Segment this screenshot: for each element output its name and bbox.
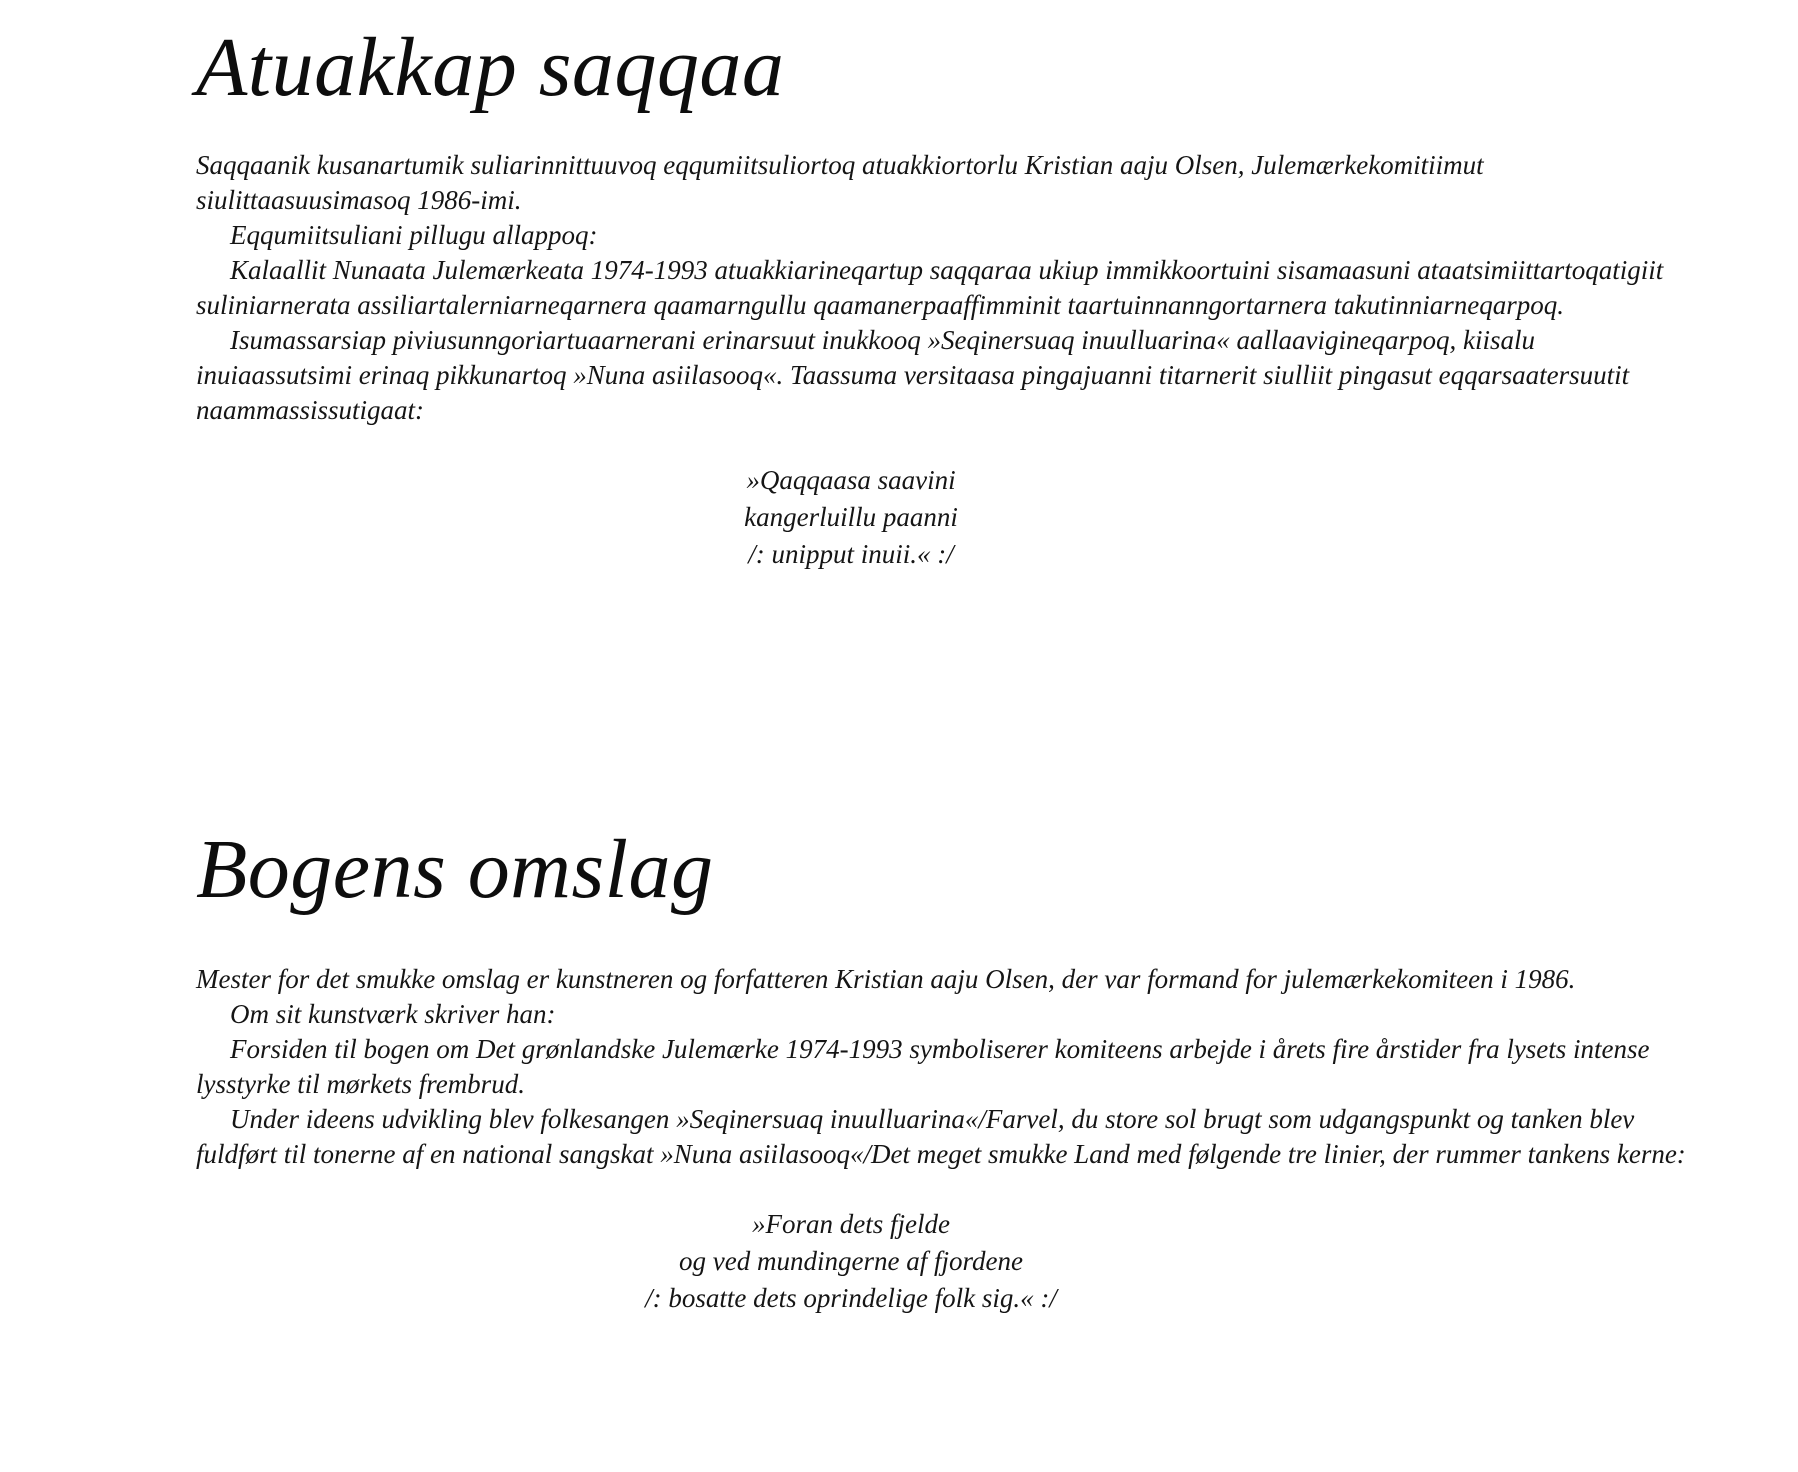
verse-line: »Qaqqaasa saavini (746, 465, 956, 495)
verse-line: /: bosatte dets oprindelige folk sig.« :/ (645, 1283, 1057, 1313)
section-greenlandic (196, 18, 1716, 573)
verse-danish (0, 1206, 1716, 1317)
paragraph: Om sit kunstværk skriver han: (230, 999, 556, 1029)
section-title-greenlandic: Atuakkap saqqaa (196, 21, 785, 114)
verse-line: kangerluillu paanni (744, 502, 958, 532)
body-text-danish (196, 962, 1696, 1172)
paragraph: Saqqaanik kusanartumik suliarinnittuuvoq eqqumiitsuliortoq atuakkiortorlu Kristian aaju Olsen, Julemærkekomitiimut siulittaasuusimasoq 1986-imi. (196, 150, 1484, 215)
verse-line: »Foran dets fjelde (752, 1209, 950, 1239)
verse-greenlandic (0, 462, 1716, 573)
verse-line: og ved mundingerne af fjordene (679, 1246, 1023, 1276)
section-title-danish: Bogens omslag (196, 823, 714, 916)
paragraph: Kalaallit Nunaata Julemærkeata 1974-1993 atuakkiarineqartup saqqaraa ukiup immikkoortuini sisamaasuni ataatsimiittartoqatigiit suliniarnerata assiliartalerniarneqarnera qaamarngullu qaamanerpaaffimminit taartuinnanngortarnera takutinniarneqarpoq. (196, 255, 1664, 320)
paragraph: Under ideens udvikling blev folkesangen »Seqinersuaq inuulluarina«/Farvel, du store sol brugt som udgangspunkt og tanken blev fuldført til tonerne af en national sangskat »Nuna asiilasooq«/Det meget smukke Land med følgende tre linier, der rummer tankens kerne: (196, 1104, 1686, 1169)
section-danish (196, 820, 1716, 1317)
paragraph: Forsiden til bogen om Det grønlandske Julemærke 1974-1993 symboliserer komiteens arbejde i årets fire årstider fra lysets intense lysstyrke til mørkets frembrud. (196, 1034, 1650, 1099)
paragraph: Mester for det smukke omslag er kunstneren og forfatteren Kristian aaju Olsen, der var formand for julemærkekomiteen i 1986. (196, 964, 1576, 994)
verse-line: /: unipput inuii.« :/ (748, 539, 954, 569)
paragraph: Isumassarsiap piviusunngoriartuaarnerani erinarsuut inukkooq »Seqinersuaq inuulluarina« aallaavigineqarpoq, kiisalu inuiaassutsimi erinaq pikkunartoq »Nuna asiilasooq«. Taassuma versitaasa pingajuanni titarnerit siulliit pingasut eqqarsaatersuutit naammassissutigaat: (196, 325, 1630, 425)
paragraph: Eqqumiitsuliani pillugu allappoq: (230, 220, 598, 250)
body-text-greenlandic (196, 148, 1696, 428)
